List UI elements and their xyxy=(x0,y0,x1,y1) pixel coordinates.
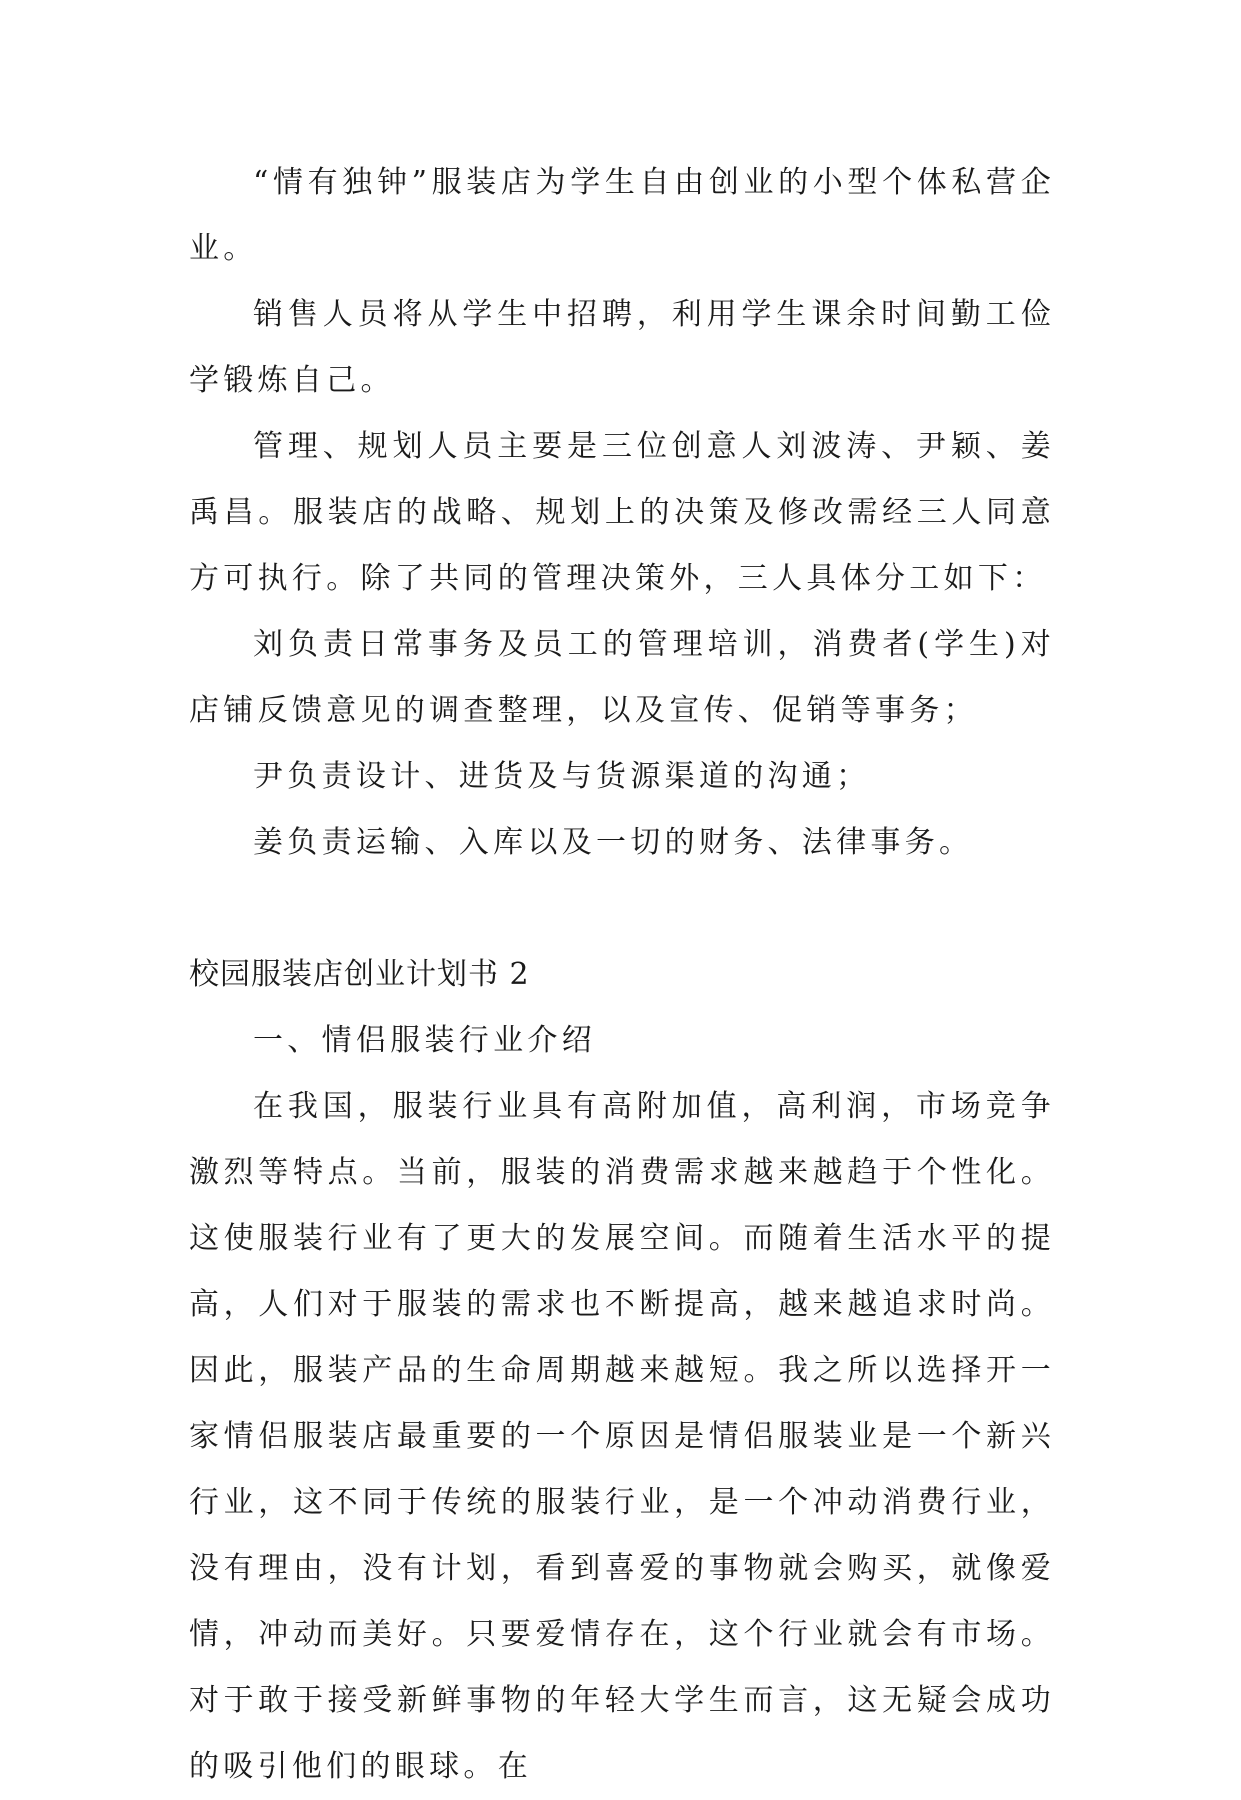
paragraph-sales-staff: 销售人员将从学生中招聘，利用学生课余时间勤工俭学锻炼自己。 xyxy=(189,297,1055,398)
paragraph-yin-duties: 尹负责设计、进货及与货源渠道的沟通； xyxy=(253,759,871,794)
paragraph-liu-duties: 刘负责日常事务及员工的管理培训，消费者(学生)对店铺反馈意见的调查整理，以及宣传、促销等事务； xyxy=(189,627,1055,728)
section-subheading: 一、情侣服装行业介绍 xyxy=(253,1023,596,1058)
paragraph-business-type: “情有独钟”服装店为学生自由创业的小型个体私营企业。 xyxy=(189,165,1055,266)
paragraph-industry-intro: 在我国，服装行业具有高附加值，高利润，市场竞争激烈等特点。当前，服装的消费需求越来越趋于个性化。这使服装行业有了更大的发展空间。而随着生活水平的提高，人们对于服装的需求也不断提高，越来越追求时尚。因此，服装产品的生命周期越来越短。我之所以选择开一家情侣服装店最重要的一个原因是情侣服装业是一个新兴行业，这不同于传统的服装行业，是一个冲动消费行业，没有理由，没有计划，看到喜爱的事物就会购买，就像爱情，冲动而美好。只要爱情存在，这个行业就会有市场。对于敢于接受新鲜事物的年轻大学生而言，这无疑会成功的吸引他们的眼球。在 xyxy=(189,1089,1055,1784)
document-body xyxy=(189,150,1055,1800)
paragraph-jiang-duties: 姜负责运输、入库以及一切的财务、法律事务。 xyxy=(253,825,974,860)
section-title: 校园服装店创业计划书 2 xyxy=(189,957,530,992)
paragraph-management: 管理、规划人员主要是三位创意人刘波涛、尹颖、姜禹昌。服装店的战略、规划上的决策及修改需经三人同意方可执行。除了共同的管理决策外，三人具体分工如下： xyxy=(189,429,1055,596)
section-gap xyxy=(189,876,1055,942)
